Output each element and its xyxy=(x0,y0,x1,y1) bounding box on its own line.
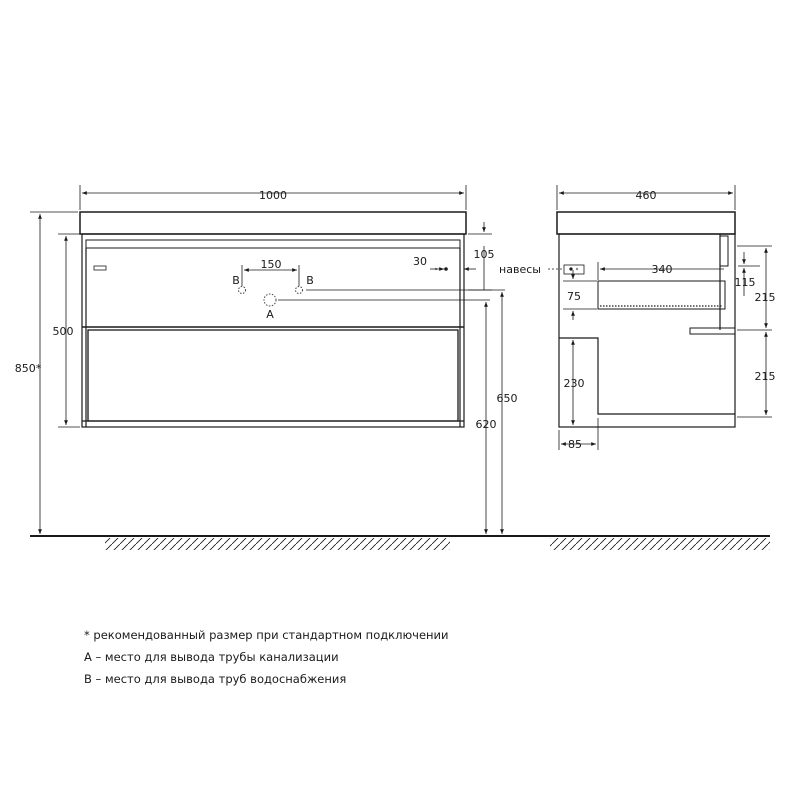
drain-a-marker xyxy=(264,294,276,306)
front-supply-height-dimension: 620 xyxy=(475,418,497,431)
note-recommended-size: * рекомендованный размер при стандартном подключении xyxy=(84,628,449,642)
side-view-cabinet xyxy=(557,212,735,427)
front-cabinet-height-dimension: 500 xyxy=(52,325,74,338)
side-upper-drawer xyxy=(598,281,725,309)
front-dimension-lines xyxy=(30,185,505,534)
note-drain-a: A – место для вывода трубы канализации xyxy=(84,650,339,664)
side-hinge-drop-dimension: 115 xyxy=(734,276,756,289)
side-cabinet-body xyxy=(559,234,735,427)
side-open-height-dimension: 230 xyxy=(563,377,585,390)
supply-b-left-marker xyxy=(239,287,246,294)
front-top-gap-dimension: 105 xyxy=(473,248,495,261)
front-width-dimension: 1000 xyxy=(259,189,287,202)
side-lower-section-dimension: 215 xyxy=(754,370,776,383)
side-open-depth-dimension: 85 xyxy=(568,438,582,451)
side-mid-shelf xyxy=(690,328,735,334)
front-supply-spacing-dimension: 150 xyxy=(260,258,282,271)
note-supply-b: B – место для вывода труб водоснабжения xyxy=(84,672,347,686)
front-countertop xyxy=(80,212,466,234)
side-countertop xyxy=(557,212,735,234)
side-shelf-depth-dimension: 340 xyxy=(651,263,673,276)
label-b-left: B xyxy=(232,274,240,287)
front-drawer xyxy=(88,330,458,421)
front-total-height-dimension: 850* xyxy=(14,362,42,375)
floor xyxy=(30,536,770,550)
side-dimension-lines xyxy=(548,185,772,450)
label-a: A xyxy=(266,308,274,321)
front-hinge-offset-dimension: 30 xyxy=(413,255,427,268)
side-shelf-gap-dimension: 75 xyxy=(567,290,581,303)
notes xyxy=(84,624,449,690)
label-b-right: B xyxy=(306,274,314,287)
hinges-label: навесы xyxy=(499,263,541,276)
supply-b-right-marker xyxy=(296,287,303,294)
front-drain-height-dimension: 650 xyxy=(496,392,518,405)
side-depth-dimension: 460 xyxy=(635,189,657,202)
side-upper-section-dimension: 215 xyxy=(754,291,776,304)
